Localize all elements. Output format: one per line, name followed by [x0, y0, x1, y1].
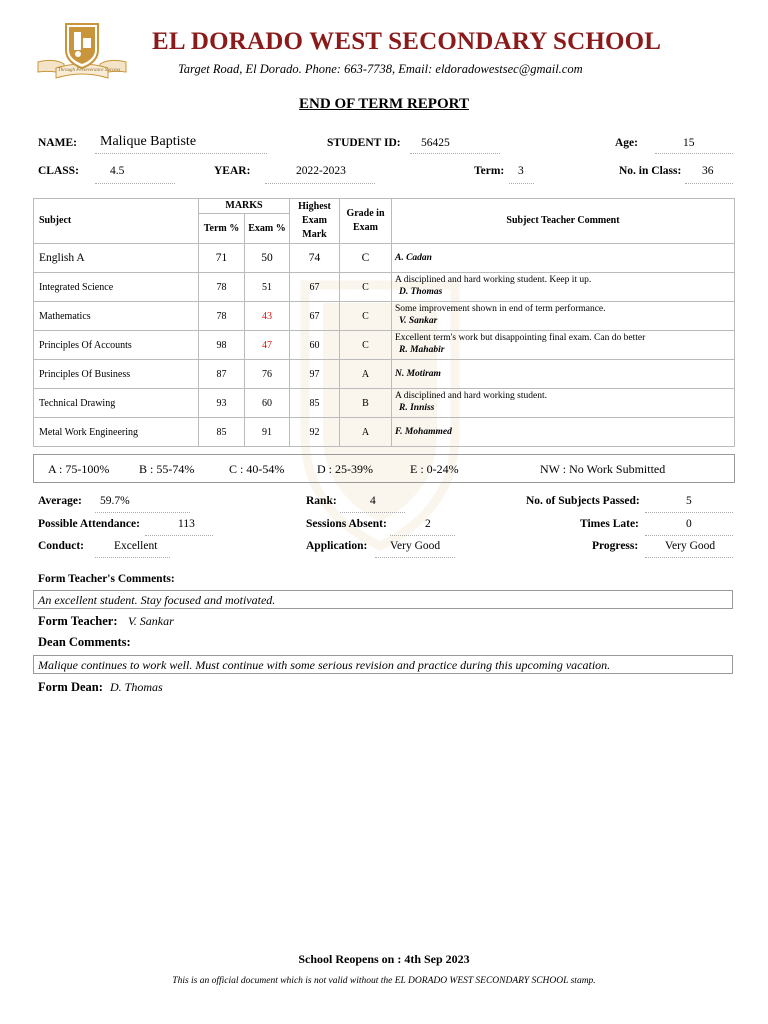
marks-table: [33, 198, 735, 447]
passed-value: 5: [686, 495, 692, 507]
rank-value: 4: [370, 495, 376, 507]
comment-text: A disciplined and hard working student. Keep it up.: [395, 275, 592, 285]
grade-cell: C: [340, 331, 392, 360]
header-subject: Subject: [34, 199, 199, 244]
grade-key-e: E : 0-24%: [410, 462, 459, 476]
student-name: Malique Baptiste: [100, 134, 197, 149]
official-document-note: This is an official document which is not valid without the EL DORADO WEST SECONDARY SCHOOL stamp.: [172, 976, 596, 986]
grade-cell: B: [340, 389, 392, 418]
table-row: [34, 273, 735, 302]
form-teacher-name: V. Sankar: [128, 614, 174, 628]
rank-label: Rank:: [306, 495, 337, 507]
highest-cell: 97: [290, 360, 340, 389]
subject-cell: English A: [34, 244, 199, 273]
conduct-underline: [95, 557, 170, 558]
comment-cell: [392, 331, 735, 360]
no-in-class: 36: [702, 165, 714, 177]
student-age: 15: [683, 137, 695, 149]
attendance-label: Possible Attendance:: [38, 518, 140, 530]
comment-text: A disciplined and hard working student.: [395, 391, 547, 401]
subject-teacher: R. Mahabir: [399, 345, 445, 355]
late-value: 0: [686, 518, 692, 530]
application-label: Application:: [306, 540, 368, 552]
form-dean-name: D. Thomas: [110, 680, 163, 694]
average-label: Average:: [38, 495, 82, 507]
school-address: Target Road, El Dorado. Phone: 663-7738, Email: eldoradowestsec@gmail.com: [178, 62, 583, 76]
form-teacher-comment-box: An excellent student. Stay focused and motivated.: [33, 590, 733, 609]
table-header-row: [34, 199, 735, 214]
exam-cell: 50: [245, 244, 290, 273]
header-highest: Highest Exam Mark: [290, 199, 340, 244]
term-label: Term:: [474, 165, 505, 177]
student-class: 4.5: [110, 165, 125, 177]
grade-cell: A: [340, 360, 392, 389]
age-underline: [655, 153, 733, 154]
crest-motto: Through Perseverance Success: [58, 68, 121, 73]
term-underline: [509, 183, 534, 184]
table-row: [34, 244, 735, 273]
exam-cell: 60: [245, 389, 290, 418]
grade-key-a: A : 75-100%: [48, 462, 110, 476]
header-marks: MARKS: [199, 199, 290, 214]
school-name: EL DORADO WEST SECONDARY SCHOOL: [152, 28, 662, 55]
term-cell: 78: [199, 273, 245, 302]
subject-cell: Principles Of Business: [34, 360, 199, 389]
header-grade: Grade in Exam: [340, 199, 392, 244]
no-in-class-label: No. in Class:: [619, 165, 682, 177]
exam-cell: 91: [245, 418, 290, 447]
highest-cell: 67: [290, 273, 340, 302]
comment-text: Some improvement shown in end of term performance.: [395, 304, 606, 314]
dean-comment-box: Malique continues to work well. Must continue with some serious revision and practice during this upcoming vacation.: [33, 655, 733, 674]
exam-cell: 51: [245, 273, 290, 302]
average-value: 59.7%: [100, 495, 130, 507]
term-cell: 87: [199, 360, 245, 389]
exam-cell: 76: [245, 360, 290, 389]
student-id: 56425: [421, 137, 450, 149]
conduct-value: Excellent: [114, 540, 158, 552]
grade-key-c: C : 40-54%: [229, 462, 285, 476]
grade-cell: C: [340, 273, 392, 302]
comment-cell: [392, 273, 735, 302]
no-in-class-underline: [685, 183, 733, 184]
table-row: [34, 360, 735, 389]
average-underline: [95, 512, 190, 513]
year-label: YEAR:: [214, 165, 251, 177]
exam-cell: 47: [245, 331, 290, 360]
subject-teacher: F. Mohammed: [395, 426, 452, 437]
grade-key-b: B : 55-74%: [139, 462, 195, 476]
class-label: CLASS:: [38, 165, 79, 177]
subject-cell: Metal Work Engineering: [34, 418, 199, 447]
grade-cell: C: [340, 244, 392, 273]
term-cell: 85: [199, 418, 245, 447]
age-label: Age:: [615, 137, 638, 149]
late-underline: [645, 535, 733, 536]
table-row: [34, 418, 735, 447]
subject-cell: Principles Of Accounts: [34, 331, 199, 360]
grade-cell: C: [340, 302, 392, 331]
form-teacher-comments-label: Form Teacher's Comments:: [38, 573, 175, 585]
subject-teacher: A. Cadan: [395, 252, 432, 263]
progress-underline: [645, 557, 733, 558]
late-label: Times Late:: [580, 518, 639, 530]
header-term-pct: Term %: [199, 214, 245, 244]
attendance-value: 113: [178, 518, 195, 530]
subject-teacher: D. Thomas: [399, 287, 443, 297]
rank-underline: [340, 512, 405, 513]
exam-cell: 43: [245, 302, 290, 331]
year-underline: [265, 183, 375, 184]
term-cell: 98: [199, 331, 245, 360]
absent-value: 2: [425, 518, 431, 530]
absent-underline: [390, 535, 455, 536]
passed-label: No. of Subjects Passed:: [526, 495, 640, 507]
application-underline: [375, 557, 455, 558]
table-row: [34, 389, 735, 418]
dean-comments-label: Dean Comments:: [38, 635, 131, 649]
subject-teacher: N. Motiram: [395, 368, 441, 379]
report-title: END OF TERM REPORT: [299, 96, 469, 112]
comment-cell: [392, 302, 735, 331]
subject-cell: Integrated Science: [34, 273, 199, 302]
student-id-label: STUDENT ID:: [327, 137, 401, 149]
progress-label: Progress:: [592, 540, 639, 552]
term-cell: 78: [199, 302, 245, 331]
highest-cell: 92: [290, 418, 340, 447]
highest-cell: 74: [290, 244, 340, 273]
grade-key-nw: NW : No Work Submitted: [540, 462, 666, 476]
absent-label: Sessions Absent:: [306, 518, 387, 530]
name-underline: [95, 153, 267, 154]
comment-cell: [392, 389, 735, 418]
grade-key: [33, 454, 735, 483]
comment-cell: [392, 418, 735, 447]
term-number: 3: [518, 165, 524, 177]
passed-underline: [645, 512, 733, 513]
comment-cell: [392, 244, 735, 273]
conduct-label: Conduct:: [38, 540, 85, 552]
table-row: [34, 331, 735, 360]
subject-cell: Mathematics: [34, 302, 199, 331]
class-underline: [95, 183, 175, 184]
attendance-underline: [145, 535, 213, 536]
grade-key-d: D : 25-39%: [317, 462, 373, 476]
application-value: Very Good: [390, 540, 441, 552]
school-reopens: School Reopens on : 4th Sep 2023: [298, 952, 470, 966]
highest-cell: 67: [290, 302, 340, 331]
subject-teacher: R. Inniss: [399, 403, 435, 413]
grade-cell: A: [340, 418, 392, 447]
term-cell: 71: [199, 244, 245, 273]
header-exam-pct: Exam %: [245, 214, 290, 244]
progress-value: Very Good: [665, 540, 716, 552]
header-comment: Subject Teacher Comment: [392, 199, 735, 244]
subject-cell: Technical Drawing: [34, 389, 199, 418]
form-teacher-label: Form Teacher:: [38, 614, 118, 628]
comment-cell: [392, 360, 735, 389]
form-dean-label: Form Dean:: [38, 680, 103, 694]
id-underline: [410, 153, 500, 154]
name-label: NAME:: [38, 137, 77, 149]
highest-cell: 60: [290, 331, 340, 360]
highest-cell: 85: [290, 389, 340, 418]
term-cell: 93: [199, 389, 245, 418]
comment-text: Excellent term's work but disappointing final exam. Can do better: [395, 333, 646, 343]
table-row: [34, 302, 735, 331]
school-year: 2022-2023: [296, 165, 346, 177]
subject-teacher: V. Sankar: [399, 316, 438, 326]
